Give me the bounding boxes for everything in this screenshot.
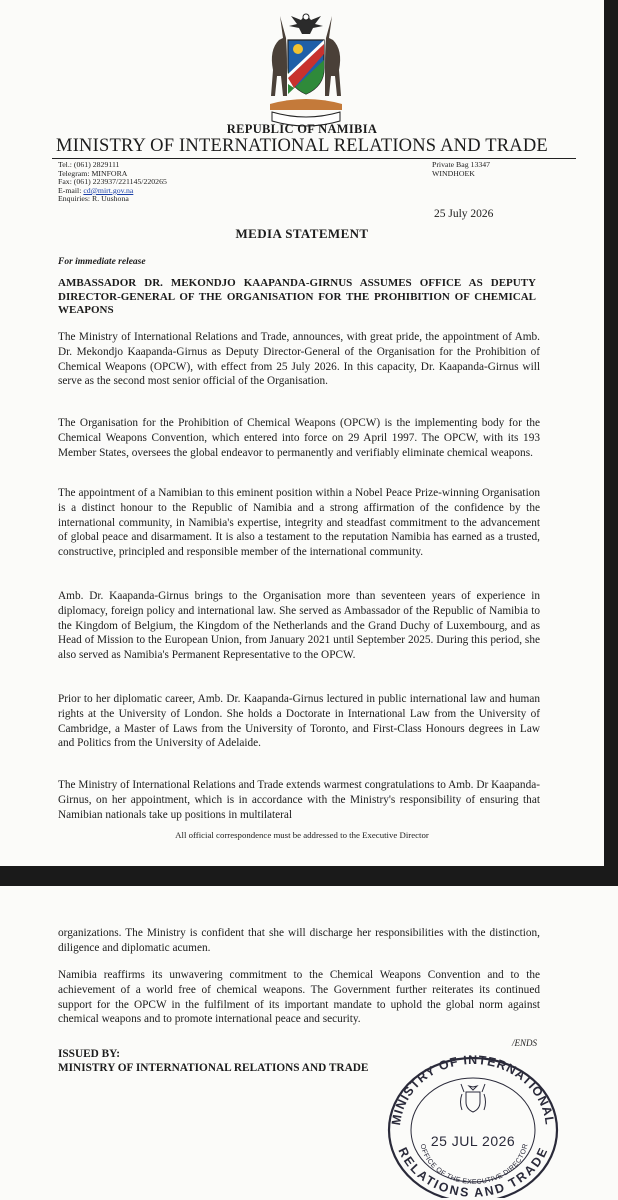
footer-note: All official correspondence must be addressed to the Executive Director bbox=[175, 830, 429, 840]
paragraph: The Ministry of International Relations and Trade extends warmest congratulations to Amb. Dr Kaapanda-Girnus, on her appointment, which is in accordance with the Ministry's responsibility of ensuring that Namibian nationals take up positions in multilateral bbox=[58, 779, 540, 821]
contact-enquiries: Enquiries: R. Uushona bbox=[58, 194, 129, 204]
paragraph: The appointment of a Namibian to this eminent position within a Nobel Peace Prize-winning Organisation is a distinct honour to the Republic of Namibia and a strong affirmation of the confidence by the international community, in Namibia's expertise, integrity and steadfast commitment to the advancement of global peace and disarmament. It is also a testament to the reputation Namibia has earned as a trusted, constructive, principled and responsible member of the international community. bbox=[58, 487, 540, 559]
statement-title: MEDIA STATEMENT bbox=[235, 226, 369, 241]
republic-heading: REPUBLIC OF NAMIBIA bbox=[226, 122, 378, 136]
address-line-2: WINDHOEK bbox=[432, 168, 475, 178]
address-line-1: Private Bag 13347 bbox=[432, 160, 491, 169]
svg-text:RELATIONS AND TRADE bbox=[395, 1145, 550, 1198]
paragraph: Namibia reaffirms its unwavering commitment to the Chemical Weapons Convention and to the achievement of a world free of chemical weapons. The Government further reiterates its continued support for the OPCW in the fulfilment of its important mandate to uphold the global norm against chemical weapons and to promote international peace and security. bbox=[58, 969, 540, 1026]
contact-fax: Fax: (061) 223937/221145/220265 bbox=[58, 177, 167, 187]
namibia-coat-of-arms-icon bbox=[258, 8, 354, 130]
paragraph: organizations. The Ministry is confident that she will discharge her responsibilities with the distinction, diligence and diplomatic acumen. bbox=[58, 927, 540, 954]
stamp-top-text: MINISTRY OF INTERNATIONAL bbox=[389, 1052, 557, 1127]
address-block bbox=[432, 161, 490, 178]
paragraph: Amb. Dr. Kaapanda-Girnus brings to the Organisation more than seventeen years of experience in diplomacy, foreign policy and international law. She served as Ambassador of the Republic of Namibia to the Kingdom of Belgium, the Kingdom of the Netherlands and the Grand Duchy of Luxembourg, and as Head of Mission to the European Union, from January 2021 until September 2025. During this period, she also served as Namibia's Permanent Representative to the OPCW. bbox=[58, 590, 540, 662]
ends-marker: /ENDS bbox=[512, 1038, 538, 1048]
contact-email-label: E-mail: bbox=[58, 185, 84, 195]
page-separator bbox=[0, 866, 618, 886]
stamp-date: 25 JUL 2026 bbox=[430, 1133, 516, 1149]
contact-tel: Tel.: (061) 2829111 bbox=[58, 160, 120, 169]
paragraph: The Organisation for the Prohibition of Chemical Weapons (OPCW) is the implementing body for the Chemical Weapons Convention, which entered into force on 29 April 1997. The OPCW, with its 193 Member States, oversees the global endeavor to permanently and verifiably eliminate chemical weapons. bbox=[58, 417, 540, 459]
issued-by-label: ISSUED BY: bbox=[58, 1048, 121, 1060]
paragraph: Prior to her diplomatic career, Amb. Dr. Kaapanda-Girnus lectured in public international law and human rights at the University of London. She holds a Doctorate in International Law from the University of Cambridge, a Master of Laws from the University of Toronto, and First-Class Honours degrees in Law and Politics from the University of Adelaide. bbox=[58, 693, 540, 750]
coat-of-arms-stamp-icon bbox=[461, 1084, 486, 1112]
official-stamp bbox=[378, 1038, 568, 1198]
issued-by-ministry: MINISTRY OF INTERNATIONAL RELATIONS AND TRADE bbox=[58, 1061, 369, 1074]
issued-by-block bbox=[58, 1048, 368, 1075]
contact-block bbox=[58, 161, 167, 204]
contact-email-link[interactable]: cd@mirt.gov.na bbox=[83, 185, 134, 195]
headline: AMBASSADOR DR. MEKONDJO KAAPANDA-GIRNUS ASSUMES OFFICE AS DEPUTY DIRECTOR-GENERAL OF THE ORGANISATION FOR THE PROHIBITION OF CHEMICAL WEAPONS bbox=[58, 277, 536, 317]
release-note: For immediate release bbox=[58, 257, 146, 267]
ministry-heading: MINISTRY OF INTERNATIONAL RELATIONS AND TRADE bbox=[56, 136, 548, 156]
stamp-bottom-text: RELATIONS AND TRADE bbox=[395, 1145, 551, 1198]
contact-telegram: Telegram: MINFORA bbox=[58, 168, 128, 178]
letterhead-divider bbox=[52, 158, 576, 159]
document-date: 25 July 2026 bbox=[434, 208, 494, 220]
paragraph: The Ministry of International Relations and Trade, announces, with great pride, the appointment of Amb. Dr. Mekondjo Kaapanda-Girnus as Deputy Director-General of the Organisation for the Prohibition of Chemical Weapons (OPCW), with effect from 25 July 2026. In this capacity, Dr. Kaapanda-Girnus will serve as the second most senior official of the Organisation. bbox=[58, 331, 540, 388]
stamp-inner-text: OFFICE OF THE EXECUTIVE DIRECTOR bbox=[418, 1143, 530, 1186]
